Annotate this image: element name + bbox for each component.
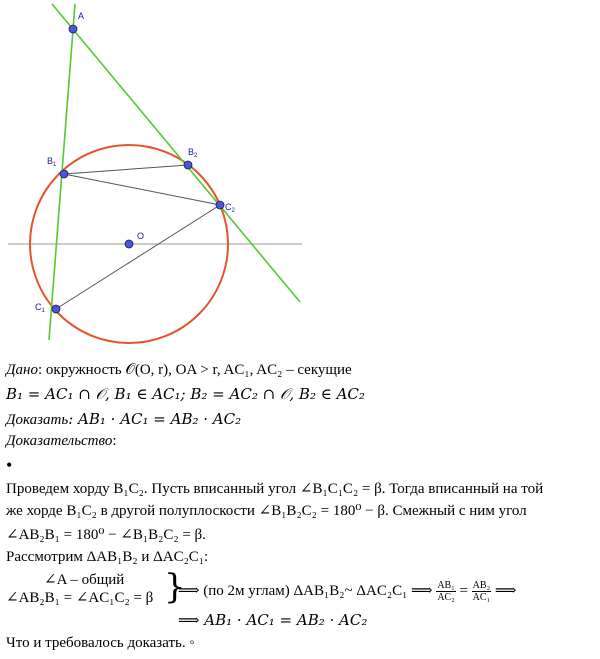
label-c2: $C_2$: [225, 202, 235, 214]
equals-sign: =: [459, 582, 468, 599]
conclusion-arrow: ⟹ (по 2м углам) ΔAB₁B₂~ ΔAC₂C₁ ⟹: [178, 582, 433, 599]
label-o: O: [137, 231, 145, 241]
qed-line: Что и требовалось доказать. ◦: [6, 635, 195, 651]
proof-label: Доказательство: [6, 433, 113, 449]
proof-paragraph-3: ∠AB₂B₁ = 180⁰ − ∠B₁B₂C₂ = β.: [6, 527, 206, 543]
label-b2: $B_2$: [188, 147, 198, 159]
chord-b1b2: [64, 165, 188, 174]
point-o: [125, 240, 133, 248]
label-c1: $C_1$: [35, 302, 45, 314]
conclusion-line: [178, 580, 516, 603]
proof-paragraph-1: Проведем хорду B₁C₂. Пусть вписанный угол ∠B₁C₁C₂ = β. Тогда вписанный на той: [6, 481, 544, 497]
condition-2: ∠AB₂B₁ = ∠AC₁C₂ = β: [6, 590, 154, 606]
prove-text: : AB₁ · AC₁ = AB₂ · AC₂: [68, 410, 242, 428]
bullet: •: [6, 455, 13, 475]
point-c2: [216, 201, 224, 209]
condition-1: ∠A – общий: [44, 572, 125, 588]
proof-colon: :: [112, 433, 117, 449]
proof-heading: [6, 432, 117, 450]
label-a: A: [78, 11, 85, 21]
point-c1: [52, 305, 60, 313]
implies-arrow: ⟹: [494, 582, 517, 599]
given-line: [6, 361, 352, 379]
point-a: [69, 25, 77, 33]
proof-paragraph-4: Рассмотрим ΔAB₁B₂ и ΔAC₂C₁:: [6, 549, 209, 565]
point-b2: [184, 161, 192, 169]
given-line-2: B₁ = AC₁ ∩ 𝒪, B₁ ∈ AC₁; B₂ = AC₂ ∩ 𝒪, B₂ ∈ AC₂: [6, 385, 365, 403]
given-label: Дано: [6, 362, 38, 378]
prove-label: Доказать: [6, 412, 69, 428]
label-b1: $B_1$: [47, 156, 57, 168]
point-b1: [60, 170, 68, 178]
chord-c1c2: [56, 205, 220, 309]
proof-paragraph-2: же хорде B₁C₂ в другой полуплоскости ∠B₁B₂C₂ = 180⁰ − β. Смежный с ним угол: [6, 503, 527, 519]
fraction-1: $\frac{\text{AB₁}}{\text{AC₂}}$: [437, 580, 455, 603]
system-brace: }: [164, 567, 186, 607]
prove-line: [6, 410, 241, 429]
given-text: : окружность 𝒪(O, r), OA > r, AC₁, AC₂ – секущие: [38, 362, 352, 378]
fraction-2: $\frac{\text{AB₂}}{\text{AC₁}}$: [472, 580, 491, 603]
final-result: ⟹ AB₁ · AC₁ = AB₂ · AC₂: [178, 611, 368, 629]
